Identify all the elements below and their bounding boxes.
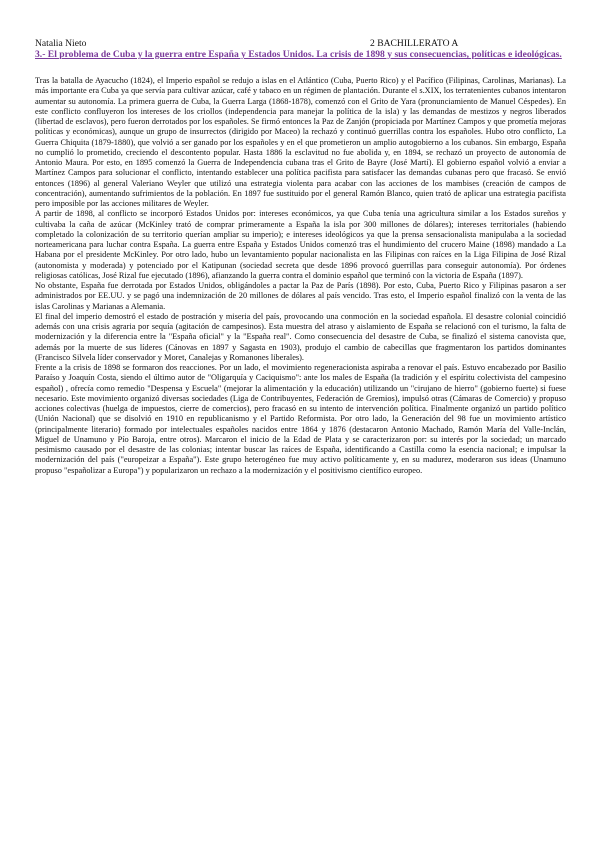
course-label: 2 BACHILLERATO A bbox=[370, 38, 459, 49]
paragraph: Frente a la crisis de 1898 se formaron dos reacciones. Por un lado, el movimiento regeneracionista aspiraba a renovar el país. Estuvo encabezado por Basilio Paraíso y Joaquín Costa, siendo el último autor de "Oligarquía y Caciquismo": ante los males de España (la tradición y el espíritu colectivista del campesino español) , ofrecía como remedio "Despensa y Escuela" (mejorar la alimentación y la educación) utilizando un "cirujano de hierro" (gobierno fuerte) si fuese necesario. Este movimiento organizó diversas sociedades (Liga de Contribuyentes, Federación de Gremios), impulsó otras (Cámaras de Comercio) y propuso acciones colectivas (huelga de impuestos, cierre de comercios), pero fracasó en su intento de intervención política. Finalmente organizó un partido político (Unión Nacional) que se disolvió en 1910 en republicanismo y el Partido Reformista. Por otro lado, la Generación del 98 fue un movimiento artístico (principalmente literario) formado por intelectuales españoles nacidos entre 1864 y 1876 (destacaron Antonio Machado, Ramón María del Valle-Inclán, Miguel de Unamuno y Pío Baroja, entre otros). Marcaron el inicio de la Edad de Plata y se caracterizaron por: su interés por la sociedad; un marcado pesimismo causado por el desastre de las colonias; intentar buscar las raíces de España, identificando a Castilla como la esencia nacional; e impulsar la modernización del país ("europeizar a España"). Este grupo heterogéneo fue muy activo políticamente y, en su madurez, moderaron sus ideas (Unamuno propuso "españolizar a Europa") y popularizaron un rechazo a la modernización y el positivismo científico europeo. bbox=[35, 363, 566, 475]
paragraph: A partir de 1898, al conflicto se incorporó Estados Unidos por: intereses económicos, ya que Cuba tenía una agricultura similar a los Estados sureños y cultivaba la caña de azúcar (McKinley trató de comprar primeramente a España la isla por 300 millones de dólares); intereses territoriales (habiendo completado la colonización de su territorio querían ampliar su imperio); e intereses ideológicos ya que la prensa sensacionalista manipulaba a la sociedad norteamericana para luchar contra España. La guerra entre España y Estados Unidos comenzó tras el hundimiento del crucero Maine (1898) mandado a La Habana por el presidente McKinley. Por otro lado, hubo un levantamiento popular nacionalista en las Filipinas con raíces en la Liga Filipina de José Rizal (autonomista y moderada) y potenciado por el Katipunan (sociedad secreta que desde 1896 provocó guerrillas para conseguir autonomía). Por órdenes religiosas católicas, José Rizal fue ejecutado (1896), afianzando la guerra contra el dominio español que terminó con la victoria de España (1897). bbox=[35, 209, 566, 280]
document-body bbox=[35, 76, 566, 476]
document-page bbox=[35, 38, 566, 476]
paragraph: Tras la batalla de Ayacucho (1824), el Imperio español se redujo a islas en el Atlántico (Cuba, Puerto Rico) y el Pacífico (Filipinas, Carolinas, Marianas). La más importante era Cuba ya que servía para cultivar azúcar, café y tabaco en un régimen de plantación. Durante el s.XIX, los terratenientes cubanos intentaron aumentar su autonomía. La primera guerra de Cuba, la Guerra Larga (1868-1878), comenzó con el Grito de Yara (pronunciamiento de Manuel Céspedes). En este conflicto confluyeron los intereses de los criollos (independencia para manejar la política de la isla) y las demandas de mestizos y negros liberados (libertad de esclavos), pero fueron derrotados por los españoles. Se firmó entonces la Paz de Zanjón (propiciada por Martínez Campos y que prometía mejoras políticas y económicas), aunque un grupo de insurrectos (dirigido por Maceo) la rechazó y continuó guerrillas contra los españoles. Hubo otro conflicto, La Guerra Chiquita (1879-1880), que volvió a ser ganado por los españoles y en el que prometieron un amplio autogobierno a los cubanos. Sin embargo, España no cumplió lo prometido, creciendo el descontento popular. Hasta 1886 la esclavitud no fue abolida y, en 1894, se rechazó un proyecto de autonomía de Antonio Maura. Por esto, en 1895 comenzó la Guerra de Independencia cubana tras el Grito de Bayre (José Martí). El gobierno español volvió a enviar a Martínez Campos para solucionar el conflicto, intentando establecer una política pacifista para satisfacer las demandas cubanas pero que fracasó. Se envió entonces (1896) al general Valeriano Weyler que utilizó una estrategia violenta para acabar con las acciones de los mambises (creación de campos de concentración), aumentando sufrimientos de la población. En 1897 fue sustituido por el general Ramón Blanco, quien trató de aplicar una estrategia pacifista pero imposible por las acciones militares de Weyler. bbox=[35, 76, 566, 208]
author-name: Natalia Nieto bbox=[35, 38, 87, 49]
paragraph: No obstante, España fue derrotada por Estados Unidos, obligándoles a pactar la Paz de París (1898). Por esto, Cuba, Puerto Rico y Filipinas pasaron a ser administrados por EE.UU. y se pagó una indemnización de 20 millones de dólares al país vencido. Tras esto, el Imperio español finalizó con la venta de las islas Carolinas y Marianas a Alemania. bbox=[35, 281, 566, 311]
document-title: 3.- El problema de Cuba y la guerra entre España y Estados Unidos. La crisis de 1898 y sus consecuencias, políticas e ideológicas. bbox=[35, 49, 562, 60]
paragraph: El final del imperio demostró el estado de postración y miseria del país, provocando una conmoción en la sociedad española. El desastre colonial coincidió además con una crisis agraria por sequía (agitación de campesinos). Esta muestra del atraso y aislamiento de España se relacionó con el turismo, la falta de modernización y la diferencia entre la "España oficial" y la "España real". Como consecuencia del desastre de Cuba, se finalizó el sistema canovista que, además por la muerte de sus líderes (Cánovas en 1897 y Sagasta en 1903), produjo el cambio de cabecillas que fragmentaron los partidos dominantes (Francisco Silvela líder conservador y Moret, Canalejas y Romanones liberales). bbox=[35, 311, 566, 362]
document-header bbox=[35, 38, 566, 49]
